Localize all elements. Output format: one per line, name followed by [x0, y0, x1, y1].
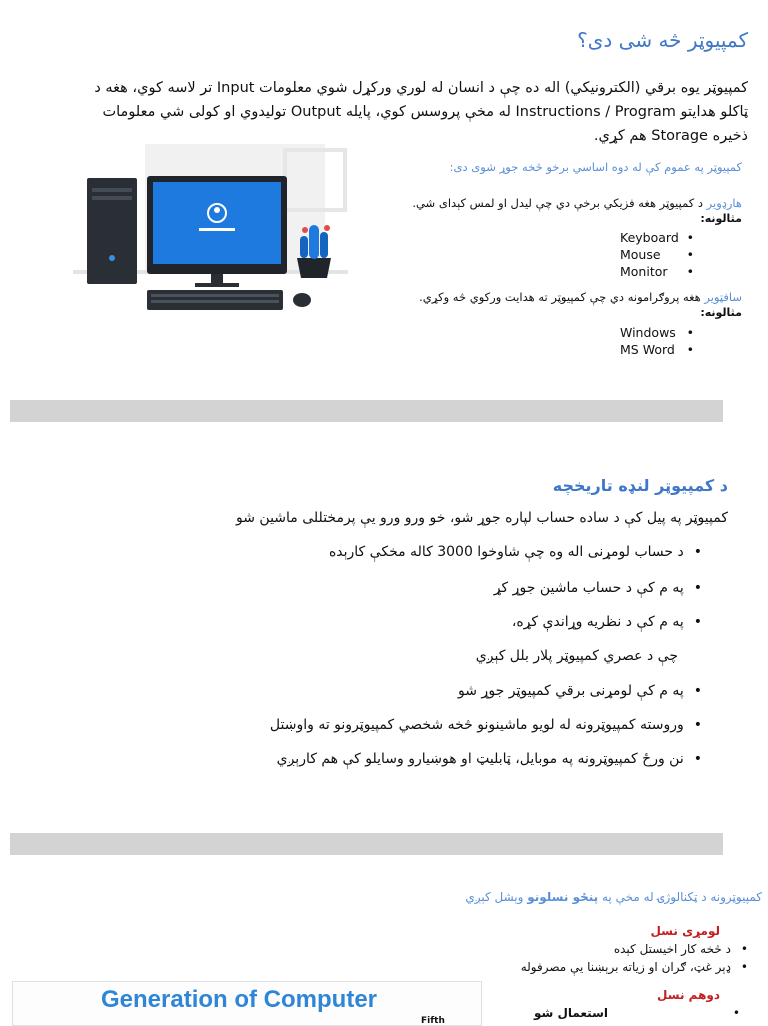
- desktop-computer-icon: [65, 140, 355, 320]
- section-divider: [10, 400, 723, 422]
- intro-line: ټاکلو هدایتو Instructions / Program له مخې پروسس کوي، پایله Output تولیدوي او کولی شي معلومات: [102, 104, 748, 120]
- software-examples: [620, 324, 690, 358]
- generations-intro: کمپیوټرونه د ټکنالوژۍ له مخې په پنځو نسلونو وېشل کېږي: [465, 890, 762, 904]
- example-item: MS Word: [620, 342, 675, 357]
- bullet-column: • • •: [686, 230, 694, 279]
- intro-line: کمپیوټر یوه برقي (الکترونیکي) اله ده چې د انسان له لوري ورکړل شوي معلومات Input تر لاسه کوي، هغه د: [94, 80, 748, 96]
- history-item: • په م کې لومړنی برقي کمپیوټر جوړ شو: [458, 683, 702, 699]
- example-item: Keyboard: [620, 230, 679, 245]
- example-item: Windows: [620, 325, 676, 340]
- page-title: کمپیوټر څه شی دی؟: [577, 28, 748, 52]
- gen1-item: • ډېر غټ، ګران او زیاته برېښنا یې مصرفوله: [521, 960, 748, 974]
- generation-image-caption: Fifth: [421, 1016, 445, 1026]
- hardware-examples: [620, 229, 690, 280]
- hardware-examples-label: مثالونه:: [700, 212, 742, 225]
- gen1-item: • د څخه کار اخیستل کېده: [614, 942, 748, 956]
- gen2-title: دوهم نسل: [657, 988, 720, 1002]
- computer-illustration: [65, 140, 355, 320]
- section-divider: [10, 833, 723, 855]
- software-line: [419, 290, 742, 304]
- intro-paragraph: [20, 76, 748, 148]
- history-item-continued: چې د عصري کمپیوټر پلار بلل کېږي: [475, 648, 678, 664]
- generation-image: [12, 981, 482, 1026]
- software-examples-label: مثالونه:: [700, 306, 742, 319]
- history-intro: کمپیوټر په پیل کې د ساده حساب لپاره جوړ شو، خو ورو ورو یې پرمختللی ماشین شو: [236, 510, 728, 526]
- gen2-item: استعمال شو: [533, 1006, 608, 1020]
- generation-image-title: Generation of Computer: [101, 986, 378, 1013]
- history-item: • په م کې د نظریه وړاندې کړه،: [512, 614, 702, 630]
- history-item: • په م کې د حساب ماشین جوړ کړ: [494, 580, 702, 596]
- bullet-column: • •: [686, 325, 694, 357]
- history-item: • نن ورځ کمپیوټرونه په موبایل، ټابلیټ او هوښیارو وسایلو کې هم کارېږي: [277, 751, 702, 767]
- software-term: سافټویر: [704, 290, 742, 304]
- parts-heading: کمپیوټر په عموم کې له دوه اساسي برخو څخه جوړ شوی دی:: [449, 160, 742, 174]
- hardware-term: هارډویر: [706, 196, 742, 210]
- history-item: • د حساب لومړنی اله وه چې شاوخوا 3000 کاله مخکې کارېده: [329, 544, 702, 560]
- example-item: Monitor: [620, 264, 668, 279]
- gen1-title: لومړی نسل: [650, 924, 720, 938]
- example-item: Mouse: [620, 247, 661, 262]
- gen2-bullet: •: [732, 1006, 740, 1020]
- history-title: د کمپیوټر لنډه تاریخچه: [552, 476, 728, 495]
- software-desc: هغه پروګرامونه دي چې کمپیوټر ته هدایت ورکوي څه وکړي.: [419, 290, 701, 304]
- generations-intro-bold: پنځو نسلونو: [527, 890, 599, 904]
- hardware-desc: د کمپیوټر هغه فزیکي برخې دي چې لیدل او لمس کېدای شي.: [412, 196, 703, 210]
- history-item: • وروسته کمپیوټرونه له لویو ماشینونو څخه شخصي کمپیوټرونو ته واوښتل: [270, 717, 702, 733]
- intro-line: ذخیره Storage هم کړي.: [593, 128, 748, 144]
- hardware-line: [412, 196, 742, 210]
